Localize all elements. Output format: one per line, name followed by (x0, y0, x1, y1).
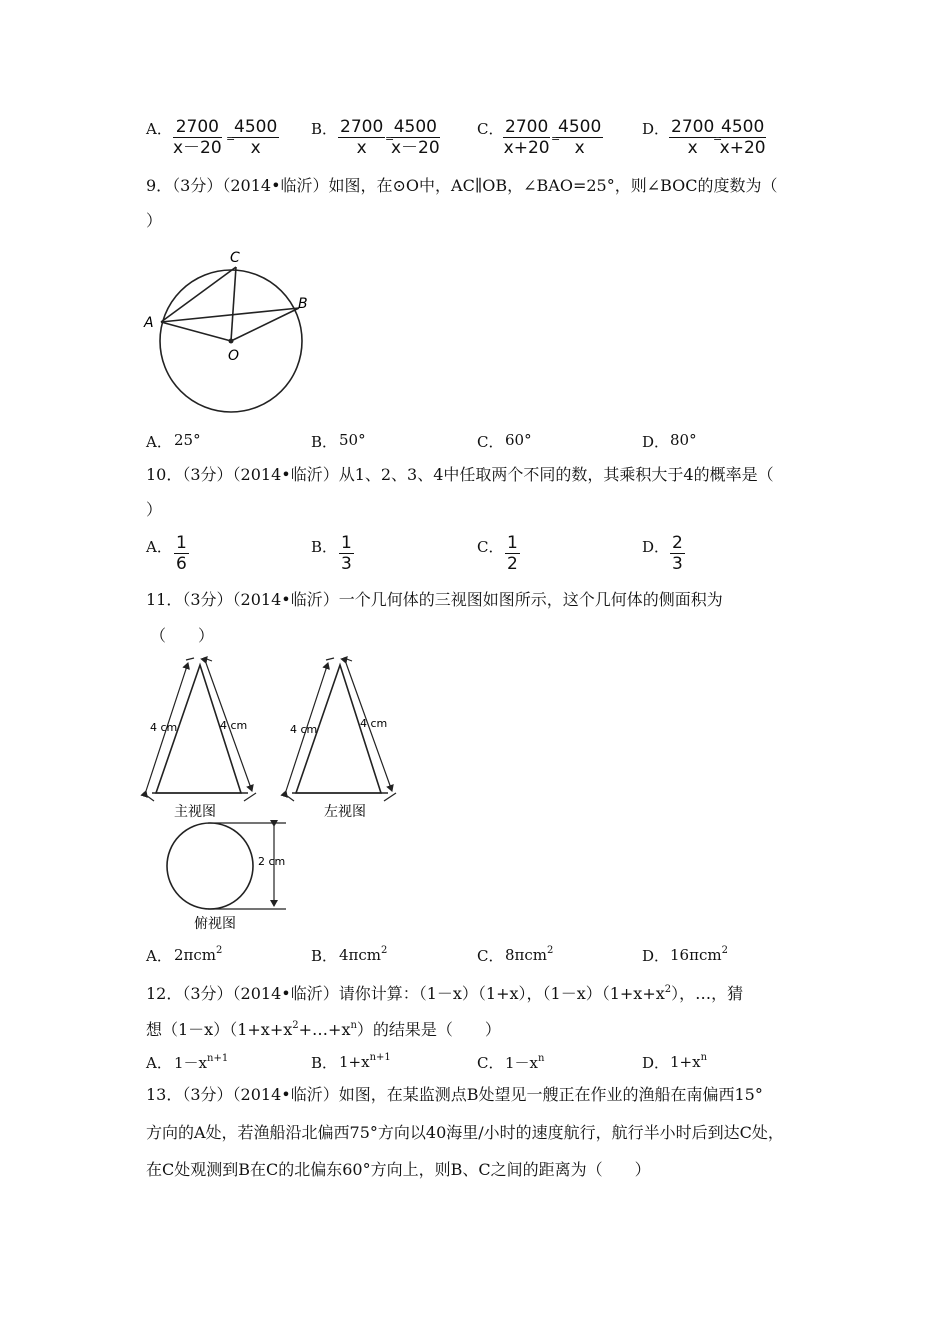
q8-option-c-fraction-left (503, 117, 550, 158)
label-o: O (228, 348, 240, 364)
q11-stem-line2: （ ） (150, 626, 215, 645)
equals-sign: = (551, 132, 561, 145)
q11-option-b-value: 4πcm$^2$ (339, 945, 388, 964)
denominator: 3 (341, 554, 352, 574)
q11-option-d-value: 16πcm$^2$ (670, 945, 728, 964)
segment-oc (231, 267, 236, 341)
equals-sign: = (713, 132, 723, 145)
q12-option-d-value: $1+x^n$ (670, 1052, 708, 1071)
q10-stem-line2: ） (146, 500, 163, 519)
numerator: 1 (176, 533, 187, 553)
front-right-length-label: 4 cm (220, 719, 248, 732)
numerator: 4500 (234, 117, 278, 137)
label-b: B (298, 296, 308, 312)
q10-option-d-letter: D． (642, 538, 670, 556)
denominator: 6 (176, 554, 187, 574)
front-view-caption: 主视图 (174, 804, 216, 820)
q8-option-d-fraction-right (719, 117, 766, 158)
q11-option-d-letter: D． (642, 947, 670, 965)
q10-option-a-fraction (174, 533, 189, 574)
q10-option-c-letter: C． (477, 538, 504, 556)
q8-option-a-fraction-right (232, 117, 279, 158)
q8-option-b-fraction-left (338, 117, 385, 158)
q9-circle-figure (138, 244, 328, 419)
q8-option-b-fraction-right (391, 117, 440, 158)
q12-option-a-value: $1-x^{n+1}$ (174, 1053, 229, 1072)
segment-ob (231, 308, 299, 341)
denominator: x+20 (503, 138, 550, 158)
q10-option-b-letter: B． (311, 538, 338, 556)
q8-option-d-letter: D． (642, 120, 670, 138)
q10-option-d-fraction (670, 533, 685, 574)
numerator: 2700 (505, 117, 549, 137)
segment-ao (161, 322, 231, 341)
numerator: 4500 (721, 117, 765, 137)
denominator: x－20 (391, 138, 440, 158)
q13-stem-line3: 在C处观测到B在C的北偏东60°方向上，则B、C之间的距离为（ ） (146, 1160, 651, 1179)
q10-option-b-fraction (339, 533, 354, 574)
q11-three-views-figure (138, 655, 418, 940)
numerator: 4500 (391, 117, 440, 138)
left-right-length-label: 4 cm (360, 717, 388, 730)
left-left-length-label: 4 cm (290, 723, 318, 736)
q11-option-a-value: 2πcm$^2$ (174, 945, 223, 964)
q13-stem-line1: 13．（3分）（2014•临沂）如图，在某监测点B处望见一艘正在作业的渔船在南偏西15° (146, 1085, 763, 1104)
denominator: x (250, 138, 261, 158)
q11-option-c-value: 8πcm$^2$ (505, 945, 554, 964)
q9-stem-line1: 9．（3分）（2014•临沂）如图，在⊙O中，AC∥OB，∠BAO=25°，则∠BOC的度数为（ (146, 176, 778, 195)
q12-option-b-value: $1+x^{n+1}$ (339, 1052, 391, 1071)
q9-option-b-value: 50° (339, 431, 366, 449)
numerator: 1 (341, 533, 352, 553)
q12-option-b-letter: B． (311, 1054, 338, 1072)
q12-option-c-value: $1-x^n$ (505, 1053, 545, 1072)
segment-ac (161, 267, 236, 322)
q12-option-c-letter: C． (477, 1054, 504, 1072)
top-view-caption: 俯视图 (194, 916, 236, 932)
equals-sign: = (385, 132, 395, 145)
q10-stem-line1: 10．（3分）（2014•临沂）从1、2、3、4中任取两个不同的数，其乘积大于4的概率是（ (146, 465, 774, 484)
q10-option-a-letter: A． (146, 538, 172, 556)
equals-sign: = (226, 132, 236, 145)
q11-stem-line1: 11．（3分）（2014•临沂）一个几何体的三视图如图所示，这个几何体的侧面积为 (146, 590, 723, 609)
numerator: 2700 (671, 117, 715, 137)
q8-option-b-letter: B． (311, 120, 338, 138)
denominator: 3 (672, 554, 683, 574)
label-a: A (144, 315, 154, 331)
segment-ab (161, 308, 299, 322)
left-view-caption: 左视图 (324, 804, 366, 820)
q11-option-a-letter: A． (146, 947, 172, 965)
denominator: x (687, 138, 698, 158)
q12-option-d-letter: D． (642, 1054, 670, 1072)
q9-option-c-letter: C． (477, 433, 504, 451)
top-view-length-label: 2 cm (258, 855, 286, 868)
q8-option-a-fraction-left (173, 117, 222, 158)
denominator: x (356, 138, 367, 158)
denominator: x－20 (173, 138, 222, 158)
q9-option-d-letter: D． (642, 433, 670, 451)
top-view (167, 823, 286, 932)
denominator: x (574, 138, 585, 158)
q8-option-c-fraction-right (556, 117, 603, 158)
denominator: 2 (507, 554, 518, 574)
front-view (143, 658, 256, 820)
top-view-circle (167, 823, 253, 909)
q9-option-b-letter: B． (311, 433, 338, 451)
numerator: 1 (507, 533, 518, 553)
center-point-o (229, 339, 234, 344)
q8-option-c-letter: C． (477, 120, 504, 138)
numerator: 2700 (340, 117, 384, 137)
q9-stem-line2: ） (146, 211, 163, 230)
numerator: 2700 (173, 117, 222, 138)
q11-option-b-letter: B． (311, 947, 338, 965)
q11-option-c-letter: C． (477, 947, 504, 965)
q12-option-a-letter: A． (146, 1054, 172, 1072)
numerator: 2 (672, 533, 683, 553)
denominator: x+20 (719, 138, 766, 158)
q9-option-d-value: 80° (670, 431, 697, 449)
label-c: C (230, 250, 240, 266)
q8-option-a-letter: A． (146, 120, 172, 138)
q12-stem-line2: 想$(1-x)(1+x+x^2+\dots+x^n)$的结果是（ ） (146, 1020, 501, 1039)
numerator: 4500 (558, 117, 602, 137)
front-left-length-label: 4 cm (150, 721, 178, 734)
q9-option-a-value: 25° (174, 431, 201, 449)
q13-stem-line2: 方向的A处，若渔船沿北偏西75°方向以40海里/小时的速度航行，航行半小时后到达C处， (146, 1123, 784, 1142)
q9-option-c-value: 60° (505, 431, 532, 449)
q12-stem-line1: 12．（3分）（2014•临沂）请你计算：（1－x）（1+x），$(1-x)(1+x+x^2)$，…，猜 (146, 984, 744, 1003)
q8-option-d-fraction-left (669, 117, 716, 158)
q9-option-a-letter: A． (146, 433, 172, 451)
q10-option-c-fraction (505, 533, 520, 574)
left-view (283, 658, 396, 820)
